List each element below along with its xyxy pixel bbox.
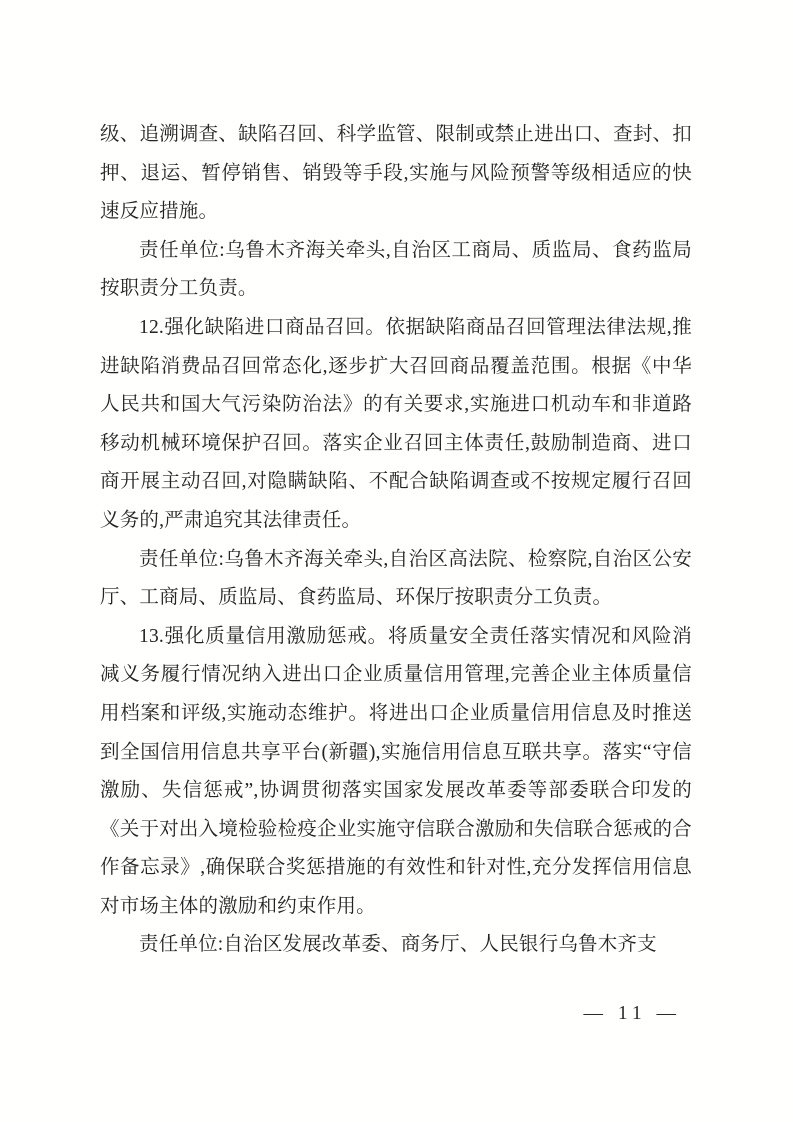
document-body [100, 116, 692, 965]
paragraph-item-12: 12.强化缺陷进口商品召回。依据缺陷商品召回管理法律法规,推进缺陷消费品召回常态化,逐步扩大召回商品覆盖范围。根据《中华人民共和国大气污染防治法》的有关要求,实施进口机动车和非道路移动机械环境保护召回。落实企业召回主体责任,鼓励制造商、进口商开展主动召回,对隐瞒缺陷、不配合缺陷调查或不按规定履行召回义务的,严肃追究其法律责任。 [100, 316, 692, 531]
page-footer [544, 972, 681, 1056]
page-number: — 11 — [583, 1003, 681, 1024]
paragraph-responsible-unit-2: 责任单位:乌鲁木齐海关牵头,自治区高法院、检察院,自治区公安厅、工商局、质监局、食药监局、环保厅按职责分工负责。 [100, 548, 692, 609]
paragraph-continuation: 级、追溯调查、缺陷召回、科学监管、限制或禁止进出口、查封、扣押、退运、暂停销售、销毁等手段,实施与风险预警等级相适应的快速反应措施。 [100, 124, 692, 223]
paragraph-item-13: 13.强化质量信用激励惩戒。将质量安全责任落实情况和风险消减义务履行情况纳入进出口企业质量信用管理,完善企业主体质量信用档案和评级,实施动态维护。将进出口企业质量信用信息及时推送到全国信用信息共享平台(新疆),实施信用信息互联共享。落实“守信激励、失信惩戒”,协调贯彻落实国家发展改革委等部委联合印发的《关于对出入境检验检疫企业实施守信联合激励和失信联合惩戒的合作备忘录》,确保联合奖惩措施的有效性和针对性,充分发挥信用信息对市场主体的激励和约束作用。 [100, 625, 692, 917]
paragraph-responsible-unit-1: 责任单位:乌鲁木齐海关牵头,自治区工商局、质监局、食药监局按职责分工负责。 [100, 239, 692, 300]
paragraph-responsible-unit-3: 责任单位:自治区发展改革委、商务厅、人民银行乌鲁木齐支 [139, 934, 657, 956]
